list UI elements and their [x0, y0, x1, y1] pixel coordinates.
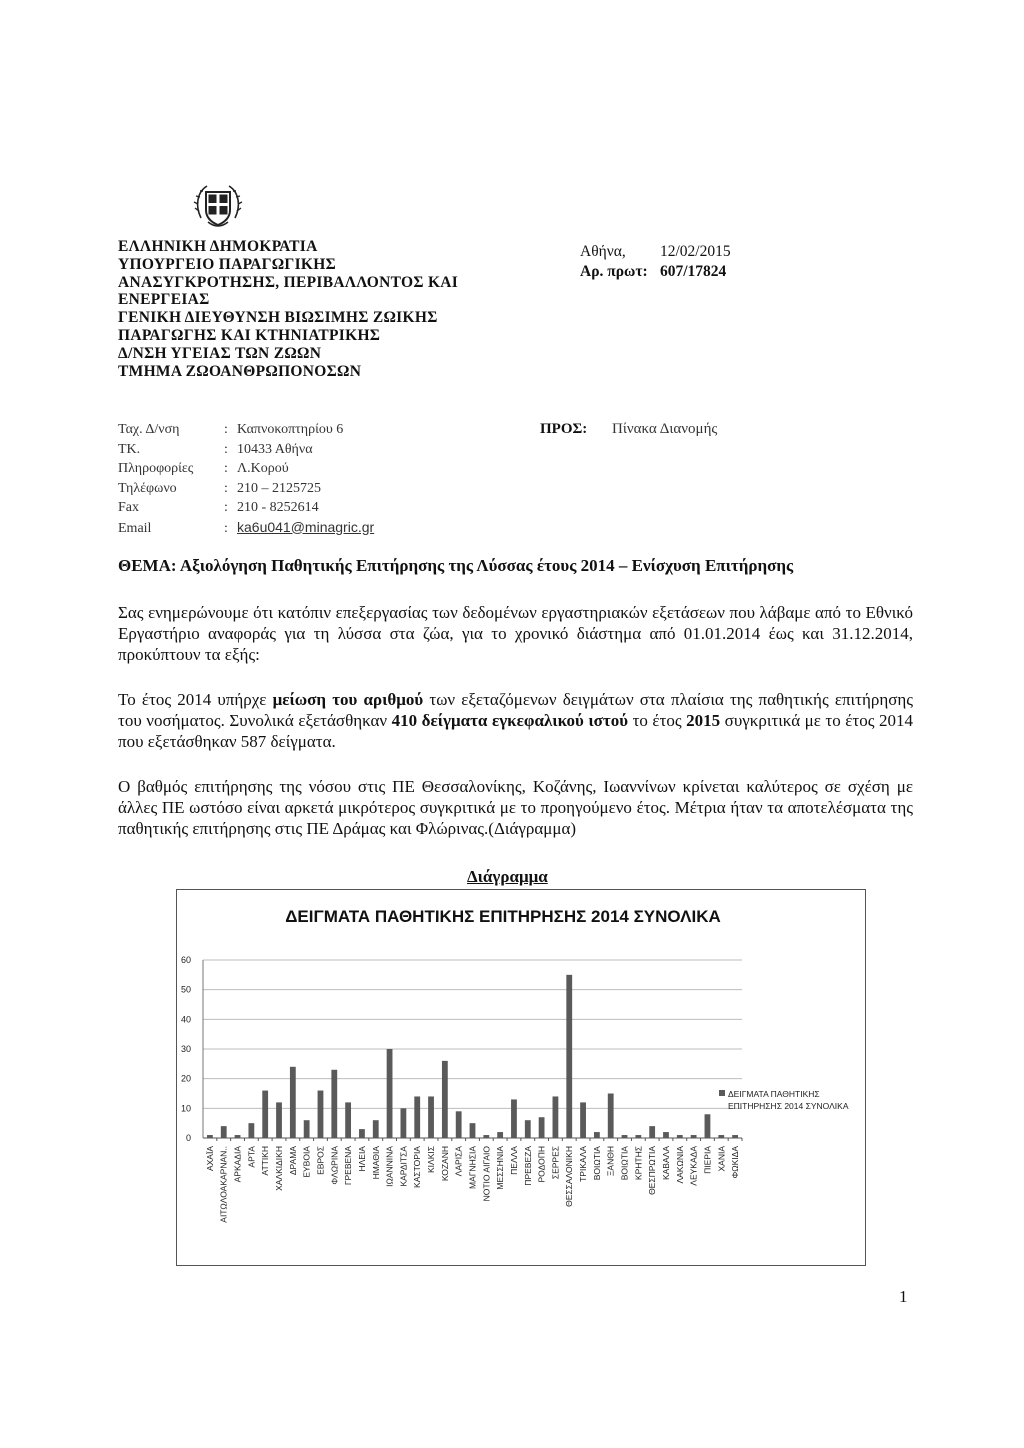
emphasis-text: μείωση του αριθμού — [272, 690, 424, 709]
x-tick-label: ΣΕΡΡΕΣ — [550, 1146, 561, 1180]
x-tick-label: ΑΡΚΑΔΙΑ — [232, 1146, 243, 1183]
bar — [373, 1120, 379, 1138]
greek-emblem-icon — [193, 178, 243, 234]
x-tick-label: ΚΑΒΑΛΑ — [660, 1146, 671, 1181]
x-tick-label: ΑΙΤΩΛΟΑΚΑΡΝΑΝ.. — [218, 1146, 229, 1223]
bar — [608, 1094, 614, 1139]
bar — [235, 1135, 241, 1138]
bar — [635, 1135, 641, 1138]
date-value: 12/02/2015 — [660, 243, 731, 260]
contact-row: ΤΚ. : 10433 Αθήνα — [118, 440, 374, 460]
x-tick-label: ΚΑΡΔΙΤΣΑ — [398, 1146, 409, 1187]
recipient-label: ΠΡΟΣ: — [540, 421, 588, 437]
bar — [248, 1123, 254, 1138]
paragraph-intro: Σας ενημερώνουμε ότι κατόπιν επεξεργασίας των δεδομένων εργαστηριακών εξετάσεων που λάβαμε από το Εθνικό Εργαστήριο αναφοράς για τη λύσσα στα ζώα, για το χρονικό διάστημα από 01.01.2014 έως και 31.12.2014, προκύπτουν τα εξής: — [118, 603, 913, 664]
bar — [207, 1135, 213, 1138]
bar — [663, 1132, 669, 1138]
header-line: ΕΝΕΡΓΕΙΑΣ — [118, 291, 210, 309]
bar — [691, 1135, 697, 1138]
header-line: Δ/ΝΣΗ ΥΓΕΙΑΣ ΤΩΝ ΖΩΩΝ — [118, 344, 322, 362]
date-protocol-block — [580, 242, 731, 282]
subject-line: ΘΕΜΑ: Αξιολόγηση Παθητικής Επιτήρησης της Λύσσας έτους 2014 – Ενίσχυση Επιτήρησης — [118, 556, 794, 575]
x-tick-label: ΜΕΣΣΗΝΙΑ — [495, 1146, 506, 1190]
contact-row: Email : ka6u041@minagric.gr — [118, 518, 374, 539]
header-line: ΓΕΝΙΚΗ ΔΙΕΥΘΥΝΣΗ ΒΙΩΣΙΜΗΣ ΖΩΙΚΗΣ — [118, 309, 438, 327]
recipient-value: Πίνακα Διανομής — [612, 421, 718, 437]
x-tick-label: ΕΒΡΟΣ — [315, 1146, 326, 1175]
x-tick-label: ΠΡΕΒΕΖΑ — [522, 1146, 533, 1186]
text-run: συγκριτικά με το έτος 2014 που εξετάσθηκαν 587 δείγματα. — [118, 711, 913, 751]
contact-row: Fax : 210 - 8252614 — [118, 498, 374, 518]
x-tick-label: ΚΟΖΑΝΗ — [439, 1146, 450, 1182]
bar — [594, 1132, 600, 1138]
bar — [553, 1096, 559, 1138]
legend-label: ΔΕΙΓΜΑΤΑ ΠΑΘΗΤΙΚΗΣ — [728, 1089, 820, 1099]
place-label: Αθήνα, — [580, 243, 626, 260]
legend-label: ΕΠΙΤΗΡΗΣΗΣ 2014 ΣΥΝΟΛΙΚΑ — [728, 1101, 849, 1111]
x-tick-label: ΧΑΛΚΙΔΙΚΗ — [274, 1146, 285, 1191]
x-tick-label: ΠΙΕΡΙΑ — [702, 1146, 713, 1174]
x-tick-label: ΦΩΚΙΔΑ — [730, 1146, 741, 1179]
x-tick-label: ΜΑΓΝΗΣΙΑ — [467, 1146, 478, 1189]
chart-title: ΔΕΙΓΜΑΤΑ ΠΑΘΗΤΙΚΗΣ ΕΠΙΤΗΡΗΣΗΣ 2014 ΣΥΝΟΛΙΚΑ — [285, 907, 721, 926]
bar — [442, 1061, 448, 1138]
diagram-heading: Διάγραμμα — [467, 867, 548, 886]
x-tick-label: ΦΛΩΡΙΝΑ — [329, 1146, 340, 1185]
bar — [290, 1067, 296, 1138]
y-tick-label: 0 — [185, 1133, 191, 1143]
bar — [428, 1096, 434, 1138]
bar-chart — [177, 890, 865, 1265]
header-line: ΠΑΡΑΓΩΓΗΣ ΚΑΙ ΚΤΗΝΙΑΤΡΙΚΗΣ — [118, 326, 381, 344]
contact-label: Ταχ. Δ/νση — [118, 422, 180, 437]
contact-row: Ταχ. Δ/νση : Καπνοκοπτηρίου 6 — [118, 420, 374, 440]
bar — [525, 1120, 531, 1138]
bar — [400, 1108, 406, 1138]
contact-value: 210 - 8252614 — [237, 500, 319, 515]
x-tick-label: ΔΡΑΜΑ — [287, 1146, 298, 1176]
contact-value: 210 – 2125725 — [237, 480, 321, 496]
bar — [331, 1070, 337, 1138]
text-run: Το έτος 2014 υπήρχε — [118, 690, 273, 709]
bar — [345, 1102, 351, 1138]
x-tick-label: ΞΑΝΘΗ — [605, 1146, 616, 1177]
bar — [511, 1099, 517, 1138]
header-line: ΑΝΑΣΥΓΚΡΟΤΗΣΗΣ, ΠΕΡΙΒΑΛΛΟΝΤΟΣ ΚΑΙ — [118, 273, 459, 291]
bar — [622, 1135, 628, 1138]
chart-frame — [176, 889, 866, 1266]
contact-label: Fax — [118, 500, 139, 515]
bar — [566, 975, 572, 1138]
y-tick-label: 10 — [180, 1103, 191, 1114]
contact-value: Λ.Κορού — [237, 461, 289, 476]
y-tick-label: 40 — [180, 1014, 191, 1025]
contact-row: Πληροφορίες : Λ.Κορού — [118, 459, 374, 479]
bar — [705, 1114, 711, 1138]
bar — [539, 1117, 545, 1138]
email-link[interactable]: ka6u041@minagric.gr — [237, 518, 375, 535]
issuing-authority — [118, 238, 458, 380]
bar — [318, 1091, 324, 1138]
contact-label: Πληροφορίες — [118, 461, 194, 476]
recipient — [540, 421, 717, 438]
header-line: ΤΜΗΜΑ ΖΩΟΑΝΘΡΩΠΟΝΟΣΩΝ — [118, 362, 362, 380]
bar — [387, 1049, 393, 1138]
header-line: ΥΠΟΥΡΓΕΙΟ ΠΑΡΑΓΩΓΙΚΗΣ — [118, 255, 337, 273]
x-tick-label: ΒΟΙΩΤΙΑ — [591, 1146, 602, 1181]
x-tick-label: ΑΧΑΪΑ — [204, 1146, 215, 1172]
x-tick-label: ΡΟΔΟΠΗ — [536, 1146, 547, 1183]
contact-label: Τηλέφωνο — [118, 480, 177, 496]
x-tick-label: ΑΡΤΑ — [246, 1146, 257, 1168]
contact-details — [118, 420, 374, 538]
bar — [718, 1135, 724, 1138]
x-tick-label: ΚΙΛΚΙΣ — [426, 1146, 437, 1173]
bar — [497, 1132, 503, 1138]
protocol-label: Αρ. πρωτ: — [580, 263, 648, 280]
x-tick-label: ΛΑΚΩΝΙΑ — [674, 1146, 685, 1184]
page-number: 1 — [899, 1287, 908, 1306]
x-tick-label: ΘΕΣΠΡΩΤΙΑ — [647, 1146, 658, 1195]
bar — [580, 1102, 586, 1138]
bar — [276, 1102, 282, 1138]
bar — [262, 1091, 268, 1138]
contact-label: Email — [118, 520, 152, 536]
contact-row: Τηλέφωνο : 210 – 2125725 — [118, 479, 374, 499]
bar — [470, 1123, 476, 1138]
y-tick-label: 50 — [180, 984, 191, 995]
x-tick-label: ΗΜΑΘΙΑ — [370, 1146, 381, 1180]
x-tick-label: ΓΡΕΒΕΝΑ — [343, 1146, 354, 1186]
bar — [221, 1126, 227, 1138]
emphasis-text: 2015 — [686, 711, 721, 730]
y-tick-label: 30 — [180, 1044, 191, 1054]
x-tick-label: ΝΟΤΙΟ ΑΙΓΑΙΟ — [481, 1146, 492, 1202]
x-tick-label: ΧΑΝΙΑ — [716, 1146, 727, 1172]
x-tick-label: ΙΩΑΝΝΙΝΑ — [384, 1146, 395, 1187]
contact-label: ΤΚ. — [118, 441, 141, 457]
y-tick-label: 60 — [180, 955, 191, 965]
x-tick-label: ΒΟΙΩΤΙΑ — [619, 1146, 630, 1181]
bar — [649, 1126, 655, 1138]
legend-swatch — [719, 1090, 725, 1096]
contact-value: Καπνοκοπτηρίου 6 — [237, 422, 344, 437]
bar — [359, 1129, 365, 1138]
x-tick-label: ΛΑΡΙΣΑ — [453, 1146, 464, 1177]
text-run: το έτος — [628, 711, 687, 730]
paragraph-findings — [118, 689, 913, 752]
bar — [732, 1135, 738, 1138]
contact-value: 10433 Αθήνα — [237, 441, 313, 457]
bar — [414, 1096, 420, 1138]
bar — [677, 1135, 683, 1138]
protocol-number: 607/17824 — [660, 263, 727, 280]
x-tick-label: ΠΕΛΛΑ — [508, 1146, 519, 1175]
x-tick-label: ΚΑΣΤΟΡΙΑ — [412, 1146, 423, 1188]
header-line: ΕΛΛΗΝΙΚΗ ΔΗΜΟΚΡΑΤΙΑ — [118, 238, 318, 255]
x-tick-label: ΑΤΤΙΚΗ — [260, 1146, 271, 1176]
x-tick-label: ΛΕΥΚΑΔΑ — [688, 1146, 699, 1186]
text-run: των εξεταζόμενων δειγμάτων στα πλαίσια της παθητικής επιτήρησης του νοσήματος. Συνολικά εξετάσθηκαν — [118, 690, 913, 730]
x-tick-label: ΚΡΗΤΗΣ — [633, 1146, 644, 1181]
y-tick-label: 20 — [180, 1073, 191, 1084]
paragraph-assessment: Ο βαθμός επιτήρησης της νόσου στις ΠΕ Θεσσαλονίκης, Κοζάνης, Ιωαννίνων κρίνεται καλύτερος σε σχέση με άλλες ΠΕ ωστόσο είναι αρκετά μικρότερος συγκριτικά με το προηγούμενο έτος. Μέτρια ήταν τα αποτελέσματα της παθητικής επιτήρησης στις ΠΕ Δράμας και Φλώρινας.(Διάγραμμα) — [118, 777, 913, 838]
x-tick-label: ΤΡΙΚΑΛΑ — [578, 1146, 589, 1182]
x-tick-label: ΗΛΕΙΑ — [356, 1146, 367, 1172]
bar — [483, 1135, 489, 1138]
x-tick-label: ΕΥΒΟΙΑ — [301, 1146, 312, 1178]
emphasis-text: 410 δείγματα εγκεφαλικού ιστού — [391, 711, 629, 730]
bar — [304, 1120, 310, 1138]
bar — [456, 1111, 462, 1138]
x-tick-label: ΘΕΣΣΑΛΟΝΙΚΗ — [564, 1146, 575, 1207]
